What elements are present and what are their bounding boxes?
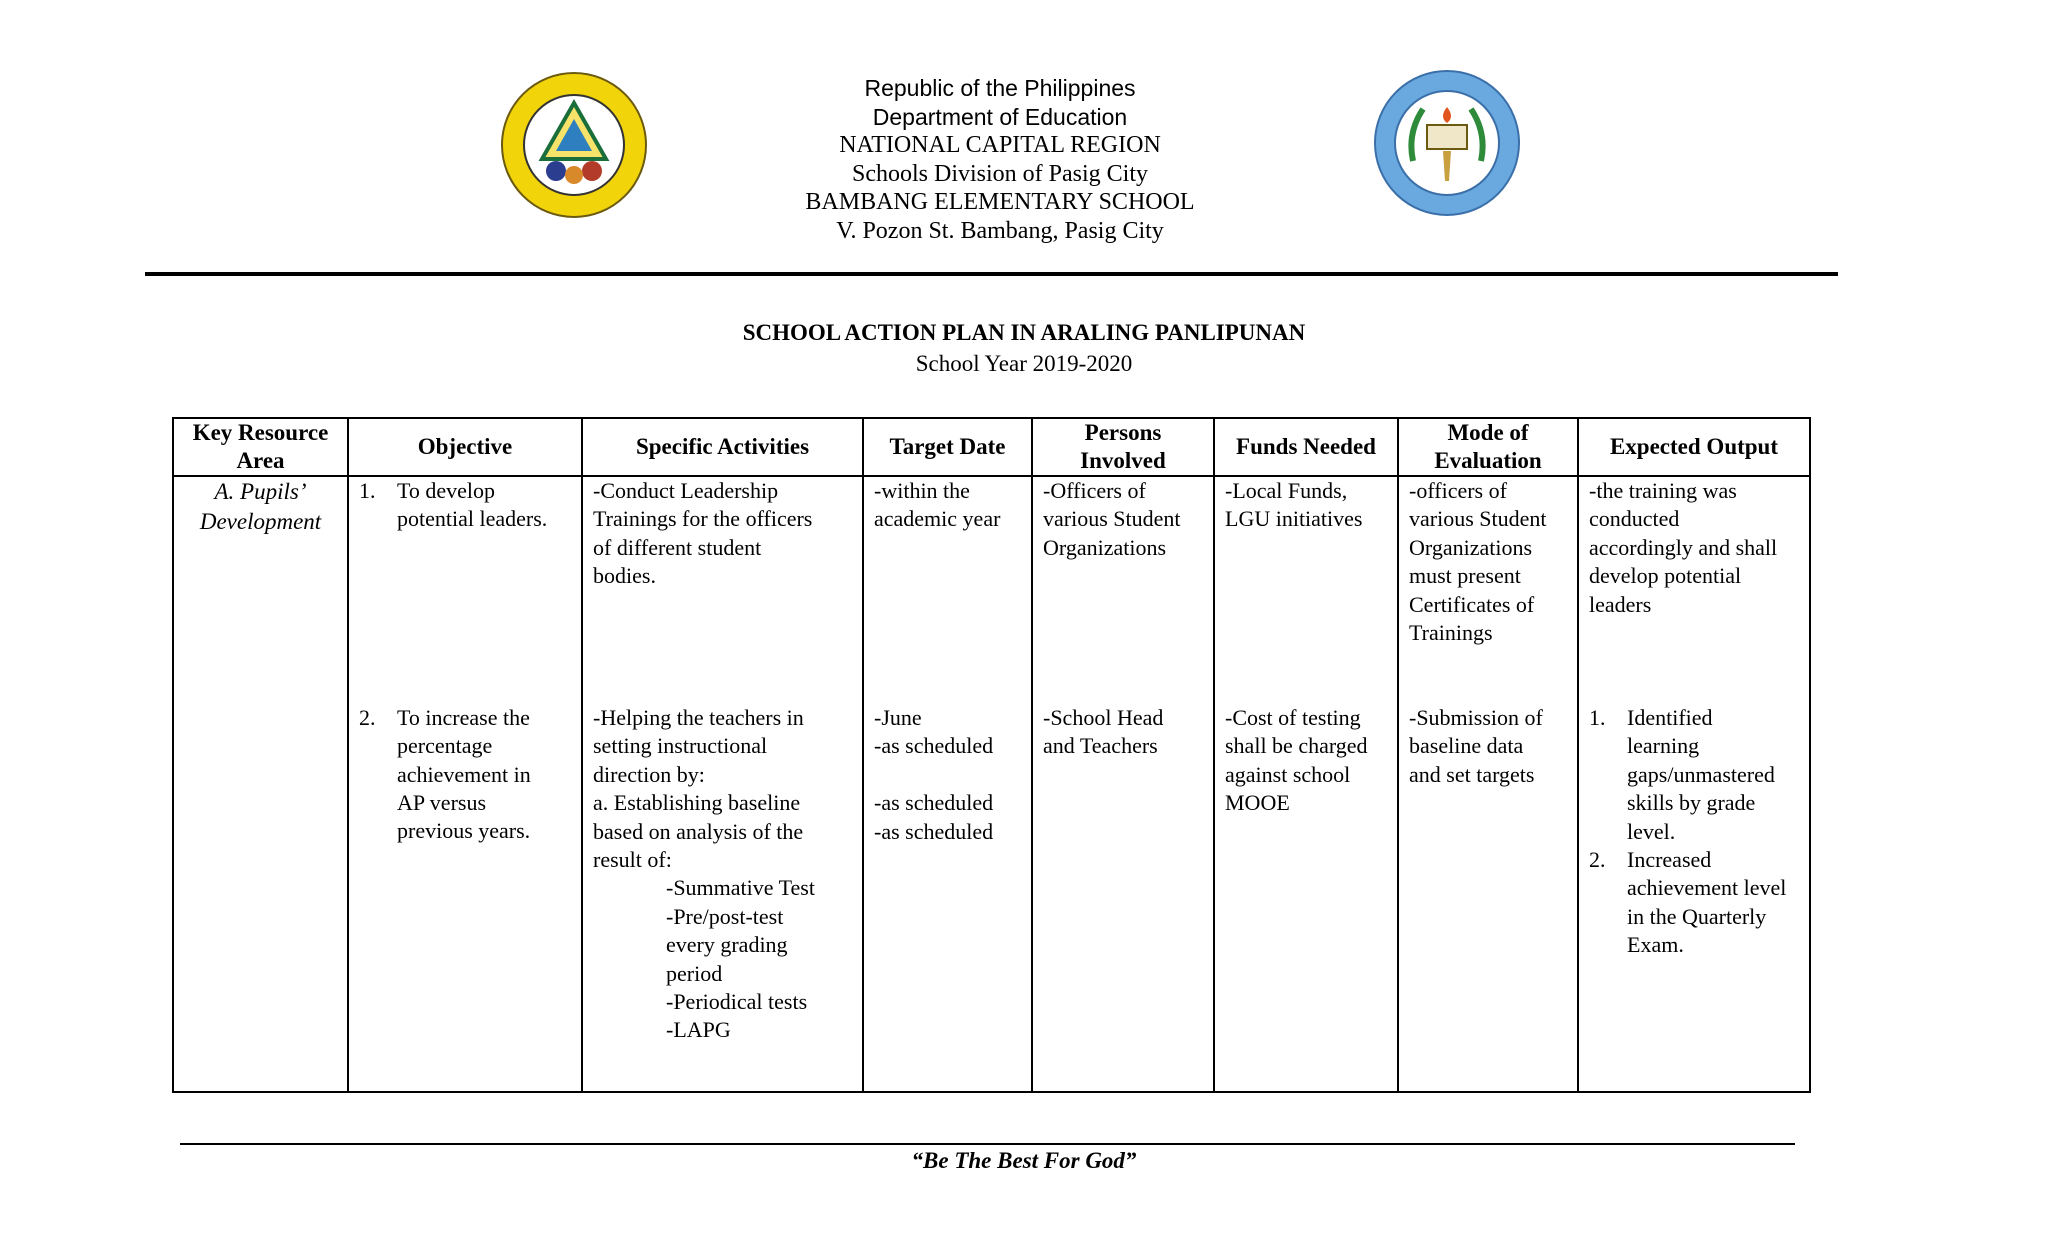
document-title: SCHOOL ACTION PLAN IN ARALING PANLIPUNAN: [742, 320, 1306, 345]
header-expected-output: Expected Output: [1578, 418, 1810, 476]
target-date-cell: -within the academic year -June -as scheduled -as scheduled -as scheduled: [863, 476, 1032, 1092]
division-seal-logo: [500, 71, 648, 219]
table-row: [173, 476, 1810, 1092]
letterhead-republic: Republic of the Philippines: [864, 75, 1136, 101]
funds-needed-cell: -Local Funds, LGU initiatives -Cost of testing shall be charged against school MOOE: [1214, 476, 1398, 1092]
header-objective: Objective: [348, 418, 582, 476]
objective-item: 1. To develop potential leaders.: [359, 478, 548, 532]
persons-involved-cell: -Officers of various Student Organizations -School Head and Teachers: [1032, 476, 1214, 1092]
key-resource-area-cell: A. Pupils’ Development: [173, 476, 348, 1092]
activities-cell: -Conduct Leadership Trainings for the officers of different student bodies. -Helping the teachers in setting instructional direction by: a. Establishing baseline based on analysis of the result of: -Summative Test -Pre/post-test every grading period -Periodical tests -LAPG: [582, 476, 863, 1092]
letterhead-region: NATIONAL CAPITAL REGION: [839, 132, 1161, 158]
header-specific-activities: Specific Activities: [582, 418, 863, 476]
header-key-resource-area: Key Resource Area: [173, 418, 348, 476]
header-mode-of-evaluation: Mode of Evaluation: [1398, 418, 1578, 476]
header-persons-involved: Persons Involved: [1032, 418, 1214, 476]
school-seal-logo: [1373, 69, 1521, 217]
letterhead-department: Department of Education: [872, 103, 1128, 130]
school-year: School Year 2019-2020: [915, 351, 1133, 376]
mode-of-evaluation-cell: -officers of various Student Organizations must present Certificates of Trainings -Submission of baseline data and set targets: [1398, 476, 1578, 1092]
action-plan-table: [172, 417, 1811, 1093]
expected-output-cell: -the training was conducted accordingly and shall develop potential leaders 1. Identified learning gaps/unmastered skills by grade level. 2. Increased achievement level in the Quarterly Exam.: [1578, 476, 1810, 1092]
objective-cell: [348, 476, 582, 1092]
header-divider: [145, 272, 1838, 276]
objective-item: 2. To increase the percentage achievement in AP versus previous years.: [359, 704, 531, 844]
header-funds-needed: Funds Needed: [1214, 418, 1398, 476]
footer-divider: [180, 1143, 1795, 1145]
letterhead-division: Schools Division of Pasig City: [851, 160, 1149, 187]
table-header-row: [173, 418, 1810, 476]
letterhead: [700, 74, 1300, 245]
output-item: 1. Identified learning gaps/unmastered skills by grade level.: [1589, 705, 1775, 844]
letterhead-school: BAMBANG ELEMENTARY SCHOOL: [805, 189, 1195, 215]
header-target-date: Target Date: [863, 418, 1032, 476]
footer-motto: “Be The Best For God”: [911, 1148, 1137, 1173]
output-item: 2. Increased achievement level in the Quarterly Exam.: [1589, 847, 1787, 958]
letterhead-address: V. Pozon St. Bambang, Pasig City: [836, 217, 1164, 244]
